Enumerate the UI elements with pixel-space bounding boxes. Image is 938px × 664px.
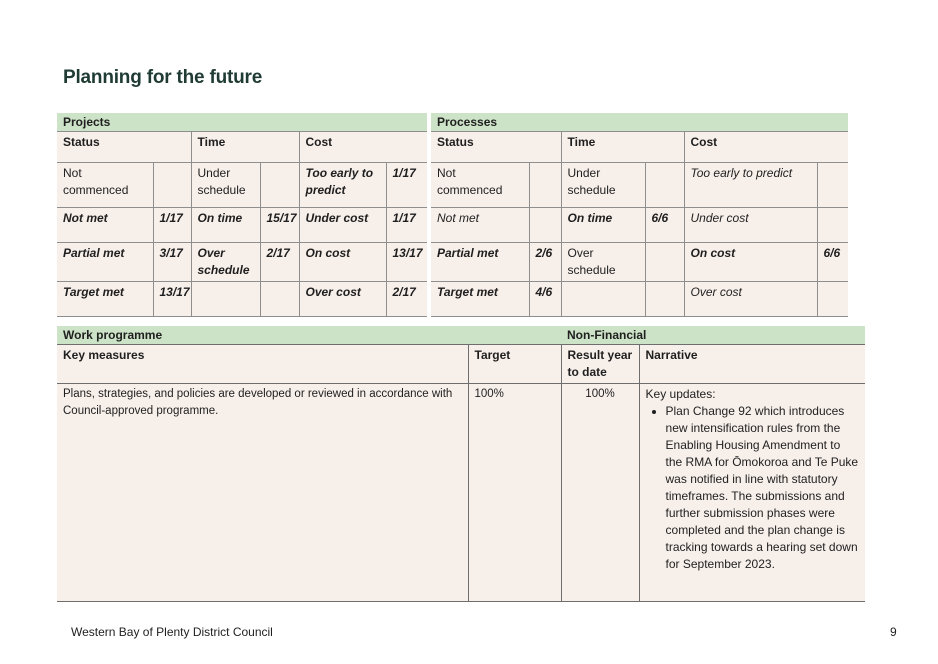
processes-status-label: Target met	[431, 282, 529, 317]
target-value: 100%	[468, 384, 561, 602]
projects-status-value: 13/17	[153, 282, 191, 317]
projects-cost-value: 1/17	[386, 208, 427, 243]
narrative-bullet: • Plan Change 92 which introduces new intensification rules from the Enabling Housing Amendment to the RMA for Ōmokoroa and Te Puke was notified in line with statutory timeframes. The submissions and further submission phases were completed and the plan change is tracking towards a hearing set down for September 2023.	[666, 403, 860, 573]
col-key-measures: Key measures	[57, 345, 468, 384]
projects-time-value: 15/17	[260, 208, 299, 243]
projects-col-time: Time	[191, 132, 299, 163]
processes-status-label: Not commenced	[431, 163, 529, 208]
projects-status-label: Not met	[57, 208, 153, 243]
processes-col-time: Time	[561, 132, 684, 163]
processes-cost-label: Too early to predict	[684, 163, 817, 208]
processes-time-value: 6/6	[645, 208, 684, 243]
col-narrative: Narrative	[639, 345, 865, 384]
projects-status-value	[153, 163, 191, 208]
projects-col-status: Status	[57, 132, 191, 163]
projects-status-value: 1/17	[153, 208, 191, 243]
projects-time-label: Under schedule	[191, 163, 260, 208]
processes-time-value	[645, 243, 684, 282]
projects-time-value: 2/17	[260, 243, 299, 282]
projects-heading: Projects	[57, 113, 427, 132]
projects-cost-label: Over cost	[299, 282, 386, 317]
projects-time-label: On time	[191, 208, 260, 243]
narrative-intro: Key updates:	[645, 387, 716, 401]
processes-time-label: Under schedule	[561, 163, 645, 208]
projects-time-label	[191, 282, 260, 317]
processes-status-value	[529, 163, 561, 208]
processes-status-label: Partial met	[431, 243, 529, 282]
measure-text: Plans, strategies, and policies are developed or reviewed in accordance with Council-approved programme.	[57, 384, 468, 602]
processes-time-value	[645, 163, 684, 208]
projects-status-label: Not commenced	[57, 163, 153, 208]
page-number: 9	[890, 625, 897, 639]
footer-organisation: Western Bay of Plenty District Council	[71, 625, 273, 639]
projects-cost-label: Under cost	[299, 208, 386, 243]
processes-heading: Processes	[431, 113, 848, 132]
processes-status-label: Not met	[431, 208, 529, 243]
projects-cost-value: 1/17	[386, 163, 427, 208]
projects-status-label: Partial met	[57, 243, 153, 282]
processes-status-value: 4/6	[529, 282, 561, 317]
processes-status-value: 2/6	[529, 243, 561, 282]
projects-time-label: Over schedule	[191, 243, 260, 282]
work-programme-heading: Work programme	[57, 326, 561, 345]
narrative-cell	[639, 384, 865, 602]
projects-time-value	[260, 282, 299, 317]
processes-status-value	[529, 208, 561, 243]
projects-cost-label: On cost	[299, 243, 386, 282]
projects-col-cost: Cost	[299, 132, 427, 163]
col-result: Result year to date	[561, 345, 639, 384]
processes-time-value	[645, 282, 684, 317]
non-financial-heading: Non-Financial	[561, 326, 865, 345]
projects-cost-value: 13/17	[386, 243, 427, 282]
projects-cost-label: Too early to predict	[299, 163, 386, 208]
projects-cost-value: 2/17	[386, 282, 427, 317]
page-title: Planning for the future	[63, 67, 263, 88]
result-value: 100%	[561, 384, 639, 602]
projects-time-value	[260, 163, 299, 208]
processes-cost-label: Under cost	[684, 208, 817, 243]
processes-cost-label: Over cost	[684, 282, 817, 317]
processes-col-cost: Cost	[684, 132, 848, 163]
processes-cost-value	[817, 163, 848, 208]
processes-cost-value	[817, 208, 848, 243]
processes-time-label: Over schedule	[561, 243, 645, 282]
processes-time-label: On time	[561, 208, 645, 243]
processes-cost-value: 6/6	[817, 243, 848, 282]
processes-table	[431, 113, 848, 317]
narrative-list	[646, 403, 860, 573]
processes-cost-label: On cost	[684, 243, 817, 282]
projects-status-value: 3/17	[153, 243, 191, 282]
work-programme-table	[57, 326, 865, 602]
processes-col-status: Status	[431, 132, 561, 163]
col-target: Target	[468, 345, 561, 384]
projects-table	[57, 113, 427, 317]
processes-time-label	[561, 282, 645, 317]
processes-cost-value	[817, 282, 848, 317]
projects-status-label: Target met	[57, 282, 153, 317]
